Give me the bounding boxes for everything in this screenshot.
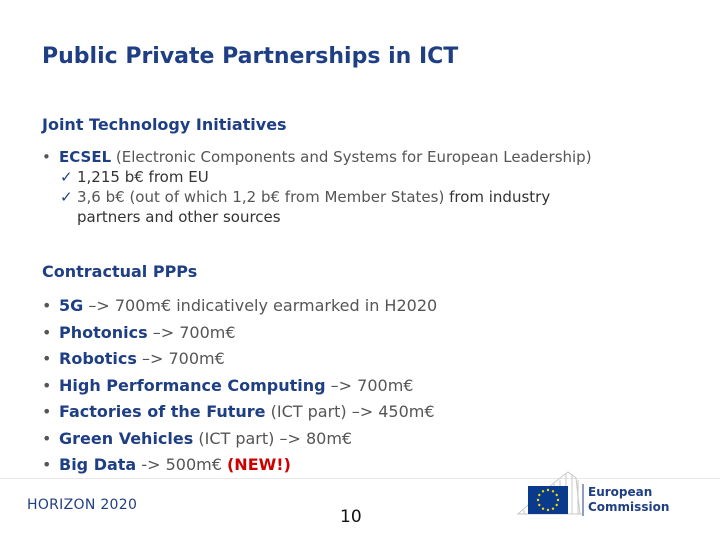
slide-title: Public Private Partnerships in ICT [42, 44, 459, 69]
ecsel-sub-2-text-b: from industry [444, 188, 551, 206]
bullet-icon: • [42, 375, 52, 395]
bullet-icon: • [42, 349, 52, 368]
check-icon: ✓ [60, 168, 73, 186]
bullet-icon: • [42, 148, 51, 166]
list-item [42, 320, 437, 347]
ecsel-desc: (Electronic Components and Systems for European Leadership) [111, 148, 592, 166]
ecsel-sub-2-text-c: partners and other sources [77, 208, 281, 226]
ecsel-sub-2-cont [42, 207, 592, 227]
ppp-name: Factories of the Future [59, 402, 266, 421]
ppp-detail: –> 700m€ indicatively earmarked in H2020 [83, 296, 438, 315]
ecsel-name: ECSEL [59, 148, 112, 166]
ppp-detail: (ICT part) –> 80m€ [193, 428, 353, 448]
ppp-name: Green Vehicles [59, 428, 194, 448]
ppp-name: Robotics [59, 349, 137, 368]
ppp-detail: (ICT part) –> 450m€ [265, 402, 435, 421]
list-item [42, 373, 437, 400]
ppp-list [42, 293, 437, 479]
check-icon: ✓ [60, 188, 73, 206]
org-line-2: Commission [588, 500, 670, 514]
bullet-icon: • [42, 402, 52, 421]
org-line-1: European [588, 485, 653, 499]
ecsel-block [42, 147, 592, 227]
ppp-name: 5G [59, 296, 84, 315]
ecsel-sub-2-text-a: 3,6 b€ (out of which 1,2 b€ from Member States) [77, 188, 445, 206]
ppp-detail: –> 700m€ [325, 375, 414, 395]
bullet-icon: • [42, 322, 52, 342]
ppp-name: Big Data [59, 455, 137, 474]
list-item [42, 346, 437, 373]
list-item [42, 426, 437, 453]
horizon-2020-logo: HORIZON 2020 [27, 497, 138, 513]
ppp-detail: –> 700m€ [147, 322, 236, 342]
jti-heading: Joint Technology Initiatives [42, 115, 287, 134]
bullet-icon: • [42, 455, 52, 474]
list-item [42, 399, 437, 426]
list-item [42, 293, 437, 320]
bullet-icon: • [42, 296, 52, 315]
european-commission-label [588, 485, 669, 515]
ppp-name: High Performance Computing [59, 375, 326, 395]
new-tag: (NEW!) [226, 455, 291, 474]
ecsel-sub-1-text: 1,215 b€ from EU [77, 168, 209, 186]
ppp-heading: Contractual PPPs [42, 262, 198, 281]
ppp-detail: –> 700m€ [136, 349, 225, 368]
bullet-icon: • [42, 428, 52, 448]
page-number: 10 [340, 507, 362, 527]
ppp-detail: -> 500m€ [136, 455, 227, 474]
list-item [42, 452, 437, 479]
ppp-name: Photonics [59, 322, 148, 342]
ecsel-item [42, 147, 592, 167]
ecsel-sub-1 [42, 167, 592, 187]
ecsel-sub-2 [42, 187, 592, 207]
